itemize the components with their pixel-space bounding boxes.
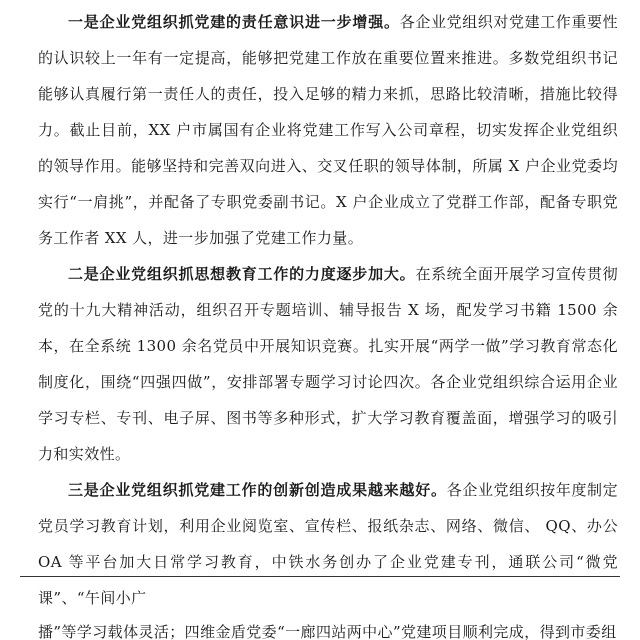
paragraph-2-lead: 二是企业党组织抓思想教育工作的力度逐步加大。 xyxy=(68,265,416,283)
page-break-divider xyxy=(20,576,620,577)
next-page-text: 播”等学习载体灵活；四维金盾党委“一廊四站两中心”党建项目顺利完成，得到市委组 xyxy=(38,623,617,640)
document-body xyxy=(38,4,618,616)
paragraph-1-lead: 一是企业党组织抓党建的责任意识进一步增强。 xyxy=(68,13,400,31)
paragraph-1 xyxy=(38,4,618,256)
paragraph-3-body: 各企业党组织按年度制定党员学习教育计划，利用企业阅览室、宣传栏、报纸杂志、网络、微信、 QQ、办公 OA 等平台加大日常学习教育，中铁水务创办了企业党建专刊，通联公司“微党课”、“午间小广 xyxy=(38,481,619,607)
paragraph-2-body: 在系统全面开展学习宣传贯彻党的十九大精神活动，组织召开专题培训、辅导报告 X 场，配发学习书籍 1500 余本，在全系统 1300 余名党员中开展知识竞赛。扎实开展“两学一做”学习教育常态化制度化，围绕“四强四做”，安排部署专题学习讨论四次。各企业党组织综合运用企业学习专栏、专刊、电子屏、图书等多种形式，扩大学习教育覆盖面，增强学习的吸引力和实效性。 xyxy=(38,265,618,463)
paragraph-3-lead: 三是企业党组织抓党建工作的创新创造成果越来越好。 xyxy=(68,481,447,499)
paragraph-2 xyxy=(38,256,618,472)
paragraph-1-body: 各企业党组织对党建工作重要性的认识较上一年有一定提高，能够把党建工作放在重要位置来推进。多数党组织书记能够认真履行第一责任人的责任，投入足够的精力来抓，思路比较清晰，措施比较得力。截止目前，XX 户市属国有企业将党建工作写入公司章程，切实发挥企业党组织的领导作用。能够坚持和完善双向进入、交叉任职的领导体制，所属 X 户企业党委均实行“一肩挑”，并配备了专职党委副书记。X 户企业成立了党群工作部，配备专职党务工作者 XX 人，进一步加强了党建工作力量。 xyxy=(38,13,618,247)
paragraph-3 xyxy=(38,472,618,616)
